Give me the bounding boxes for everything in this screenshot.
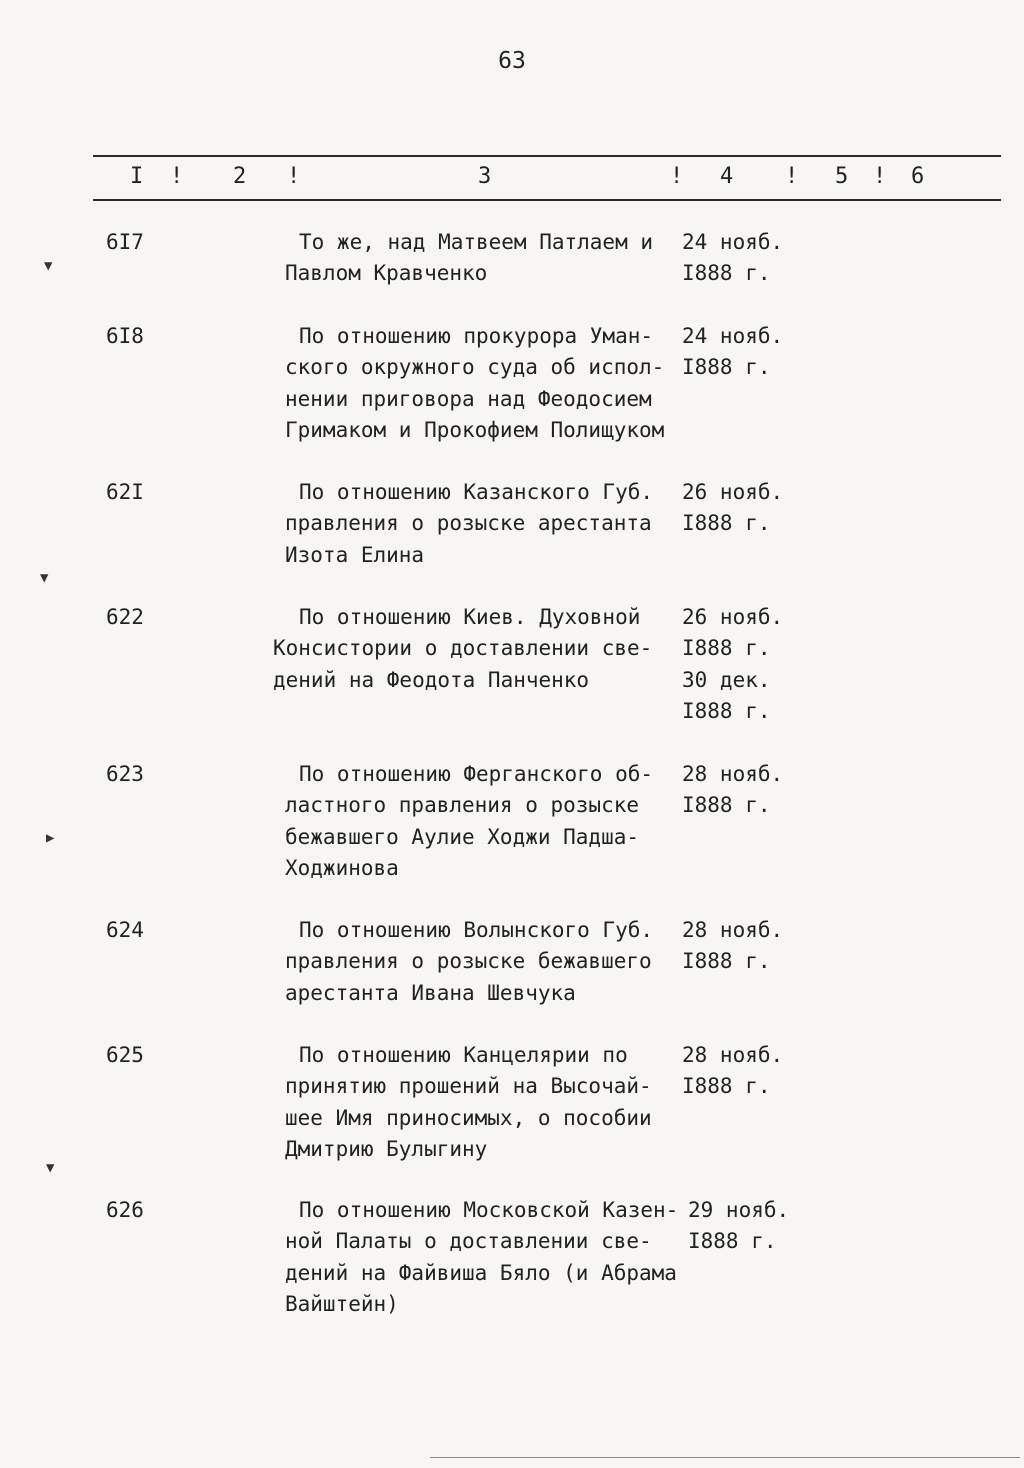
- record-description: [285, 321, 685, 446]
- description-line: По отношению прокурора Уман-: [299, 324, 654, 348]
- record-date: [682, 321, 783, 384]
- date-line: 24 нояб.: [682, 324, 784, 348]
- record-description: [285, 759, 685, 884]
- description-line: Вайштейн): [285, 1291, 399, 1316]
- record-date: [682, 227, 783, 290]
- description-line: По отношению Ферганского об-: [299, 762, 654, 786]
- description-line: правления о розыске арестанта: [285, 511, 652, 536]
- binding-mark: ▶: [46, 830, 55, 846]
- date-line: 26 нояб.: [682, 480, 784, 504]
- description-line: дений на Феодота Панченко: [273, 667, 590, 692]
- description-line: ной Палаты о доставлении све-: [285, 1229, 652, 1254]
- record-description: [273, 602, 673, 696]
- record-number: 62I: [106, 480, 144, 504]
- column-separator: !: [170, 164, 184, 189]
- binding-mark: ▼: [44, 258, 53, 274]
- description-line: По отношению Казанского Губ.: [299, 480, 654, 504]
- date-line: I888 г.: [682, 355, 771, 380]
- date-line: 28 нояб.: [682, 1043, 784, 1067]
- header-top-rule: [93, 155, 1001, 157]
- column-header-1: I: [130, 164, 144, 189]
- header-bottom-rule: [93, 199, 1001, 201]
- record-date: [682, 602, 783, 727]
- description-line: бежавшего Аулие Ходжи Падша-: [285, 824, 640, 849]
- column-header-2: 2: [233, 164, 247, 189]
- description-line: ского окружного суда об испол-: [285, 355, 665, 380]
- description-line: По отношению Волынского Губ.: [299, 918, 654, 942]
- column-separator: !: [670, 164, 684, 189]
- bottom-edge-line: [430, 1457, 1020, 1458]
- record-date: [682, 1040, 783, 1103]
- date-line: 28 нояб.: [682, 762, 784, 786]
- date-line: I888 г.: [682, 636, 771, 661]
- page-number: 63: [498, 48, 526, 74]
- record-number: 624: [106, 918, 144, 942]
- date-line: I888 г.: [682, 949, 771, 974]
- date-line: I888 г.: [682, 511, 771, 536]
- column-separator: !: [785, 164, 799, 189]
- column-header-6: 6: [911, 164, 925, 189]
- date-line: I888 г.: [682, 793, 771, 818]
- description-line: По отношению Московской Казен-: [299, 1198, 679, 1222]
- date-line: 24 нояб.: [682, 230, 784, 254]
- description-line: Павлом Кравченко: [285, 261, 488, 286]
- record-description: [285, 915, 685, 1009]
- description-line: Ходжинова: [285, 855, 399, 880]
- date-line: I888 г.: [682, 698, 771, 723]
- column-separator: !: [287, 164, 301, 189]
- description-line: Изота Елина: [285, 542, 425, 567]
- description-line: принятию прошений на Высочай-: [285, 1074, 652, 1099]
- description-line: арестанта Ивана Шевчука: [285, 980, 576, 1005]
- description-line: Консистории о доставлении све-: [273, 636, 653, 661]
- record-date: [682, 477, 783, 540]
- record-date: [682, 759, 783, 822]
- column-header-5: 5: [835, 164, 849, 189]
- record-number: 622: [106, 605, 144, 629]
- record-number: 6I7: [106, 230, 144, 254]
- column-separator: !: [873, 164, 887, 189]
- record-date: [688, 1195, 789, 1258]
- description-line: дений на Файвиша Бяло (и Абрама: [285, 1260, 677, 1285]
- date-line: 28 нояб.: [682, 918, 784, 942]
- date-line: I888 г.: [682, 1074, 771, 1099]
- description-line: Гримаком и Прокофием Полищуком: [285, 417, 665, 442]
- date-line: I888 г.: [682, 261, 771, 286]
- description-line: То же, над Матвеем Патлаем и: [299, 230, 654, 254]
- description-line: ластного правления о розыске: [285, 793, 640, 818]
- column-header-3: 3: [478, 164, 492, 189]
- description-line: По отношению Киев. Духовной: [299, 605, 641, 629]
- record-description: [285, 1040, 685, 1165]
- record-number: 6I8: [106, 324, 144, 348]
- description-line: Дмитрию Булыгину: [285, 1136, 488, 1161]
- date-line: 26 нояб.: [682, 605, 784, 629]
- binding-mark: ▼: [46, 1160, 55, 1176]
- description-line: По отношению Канцелярии по: [299, 1043, 628, 1067]
- record-number: 623: [106, 762, 144, 786]
- description-line: правления о розыске бежавшего: [285, 949, 652, 974]
- record-date: [682, 915, 783, 978]
- record-number: 625: [106, 1043, 144, 1067]
- record-number: 626: [106, 1198, 144, 1222]
- binding-mark: ▼: [40, 570, 49, 586]
- record-description: [285, 1195, 685, 1320]
- record-description: [285, 227, 685, 290]
- record-description: [285, 477, 685, 571]
- description-line: шее Имя приносимых, о пособии: [285, 1105, 652, 1130]
- date-line: 29 нояб.: [688, 1198, 790, 1222]
- column-header-4: 4: [720, 164, 734, 189]
- date-line: I888 г.: [688, 1229, 777, 1254]
- description-line: нении приговора над Феодосием: [285, 386, 652, 411]
- date-line: 30 дек.: [682, 667, 771, 692]
